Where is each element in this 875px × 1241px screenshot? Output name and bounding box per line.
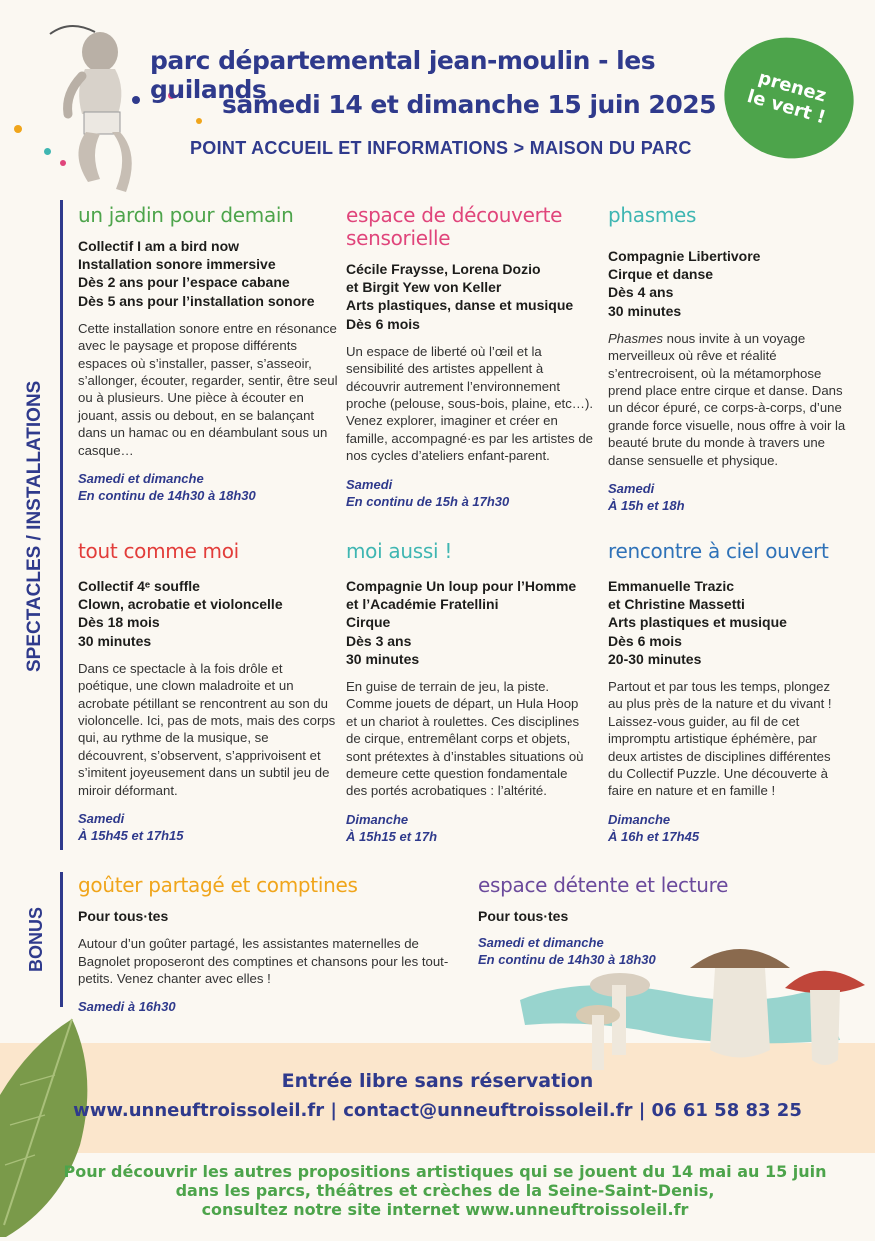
event-title: espace de découverte sensorielle (346, 203, 563, 250)
event-description: Partout et par tous les temps, plongez au plus près de la nature et du vivant ! Laissez-vous guider, au fil de cet impromptu artistique éphémère, par deux artistes de disciplines différentes du Collectif Puzzle. Une découverte à faire en nature et en famille ! (608, 678, 832, 799)
confetti-dot (60, 160, 66, 166)
meta-line: Dès 3 ans (346, 632, 412, 649)
show-name: Phasmes (608, 330, 663, 346)
meta-line: Clown, acrobatie et violoncelle (78, 596, 283, 613)
event-schedule (346, 812, 586, 846)
schedule-line: Samedi (346, 476, 393, 492)
meta-line: et Birgit Yew von Keller (346, 279, 502, 296)
bonus-label: BONUS (26, 906, 46, 972)
schedule-line: En continu de 14h30 à 18h30 (78, 488, 256, 504)
meta-line: Arts plastiques et musique (608, 614, 787, 631)
meta-line: Cirque (346, 614, 391, 631)
event-schedule (346, 477, 594, 511)
event-schedule (608, 481, 848, 515)
bonus-gouter-partage (78, 874, 463, 1016)
event-schedule (608, 812, 848, 846)
event-meta (78, 577, 336, 650)
meta-line: 30 minutes (78, 632, 152, 649)
event-schedule (78, 811, 336, 845)
meta-line: Pour tous·tes (78, 908, 169, 924)
event-title: moi aussi ! (346, 539, 453, 563)
meta-line: Dès 5 ans pour l’installation sonore (78, 292, 315, 309)
schedule-line: Dimanche (608, 811, 671, 827)
bonus-schedule (78, 999, 463, 1016)
event-meta (346, 260, 594, 333)
meta-line: 30 minutes (346, 650, 420, 667)
description-text: nous invite à un voyage merveilleux où rêve et réalité s’entrecroisent, où la métamorphose prend place entre cirque et danse. Dans un décor épuré, ce corps-à-corps, d’une grande force visuelle, nous offre à voir la beauté brute du monde à travers une danse sensuelle et physique. (608, 330, 846, 468)
event-meta (608, 577, 848, 668)
meta-line: Cécile Fraysse, Lorena Dozio (346, 261, 541, 277)
confetti-dot (132, 96, 140, 104)
confetti-dot (44, 148, 51, 155)
event-un-jardin-pour-demain (78, 204, 338, 505)
schedule-line: En continu de 14h30 à 18h30 (478, 952, 656, 968)
spectacles-label: SPECTACLES / INSTALLATIONS (24, 380, 45, 672)
event-rencontre-a-ciel-ouvert (608, 540, 848, 846)
event-phasmes (608, 204, 848, 515)
footer-entry: Entrée libre sans réservation (281, 1070, 594, 1092)
confetti-dot (14, 125, 22, 133)
schedule-line: À 15h45 et 17h15 (78, 828, 184, 844)
event-title: un jardin pour demain (78, 203, 294, 227)
header-venue: parc départemental jean-moulin - les guilands (150, 46, 656, 104)
meta-line: Arts plastiques, danse et musique (346, 297, 574, 314)
schedule-line: Samedi (78, 811, 125, 827)
footer-more-line: dans les parcs, théâtres et crèches de la Seine-Saint-Denis, (175, 1181, 715, 1201)
footer-more-line: Pour découvrir les autres propositions artistiques qui se jouent du 14 mai au 15 juin (63, 1162, 827, 1181)
event-description (608, 330, 848, 469)
footer-contact[interactable]: www.unneuftroissoleil.fr | contact@unneuftroissoleil.fr | 06 61 58 83 25 (73, 1100, 802, 1121)
schedule-line: À 16h et 17h45 (608, 828, 700, 844)
footer-more-line[interactable]: consultez notre site internet www.unneuftroissoleil.fr (201, 1200, 689, 1220)
header-dates: samedi 14 et dimanche 15 juin 2025 (222, 90, 716, 119)
event-description: Dans ce spectacle à la fois drôle et poétique, une clown maladroite et un acrobate pétillant se rencontrent au son du violoncelle. Ici, pas de mots, mais des corps qui, au rythme de la musique, se découvrent, s’observent, s’apprivoisent et s’imitent joyeusement dans un subtil jeu de miroir déformant. (78, 660, 336, 798)
schedule-line: À 15h et 18h (608, 498, 685, 514)
schedule-line: Samedi et dimanche (78, 471, 204, 487)
meta-line: Compagnie Libertivore (608, 248, 761, 264)
meta-line: Emmanuelle Trazic (608, 578, 735, 594)
bonus-title: espace détente et lecture (478, 873, 729, 897)
schedule-line: Samedi à 16h30 (78, 999, 176, 1015)
header-info: POINT ACCUEIL ET INFORMATIONS > MAISON DU PARC (190, 138, 692, 158)
schedule-line: À 15h15 et 17h (346, 828, 438, 844)
meta-line: Dès 18 mois (78, 614, 160, 631)
mushrooms-illustration (520, 930, 870, 1090)
schedule-line: Samedi et dimanche (478, 935, 604, 951)
event-tout-comme-moi (78, 540, 336, 845)
meta-line: Collectif I am a bird now (78, 238, 240, 254)
meta-line: Cirque et danse (608, 266, 714, 283)
event-meta (78, 237, 338, 310)
meta-line: et Christine Massetti (608, 596, 745, 613)
event-espace-de-decouverte-sensorielle (346, 204, 594, 510)
event-schedule (78, 471, 338, 505)
badge-text: prenez le vert ! (744, 67, 829, 129)
event-meta (608, 247, 848, 320)
bonus-title: goûter partagé et comptines (78, 873, 358, 897)
bonus-meta (78, 907, 463, 925)
footer-more-info (60, 1162, 830, 1220)
schedule-line: Dimanche (346, 811, 409, 827)
spectacles-bar (60, 200, 63, 850)
meta-line: Dès 2 ans pour l’espace cabane (78, 274, 290, 291)
event-description: Un espace de liberté où l’œil et la sensibilité des artistes appellent à découvrir autrement l’environnement proche (pelouse, sous-bois, plaine, etc…). Venez explorer, imaginer et créer en famille, accompagné·es par les artistes de nos cycles d’ateliers enfant-parent. (346, 343, 594, 464)
bonus-bar (60, 872, 63, 1007)
meta-line: 20-30 minutes (608, 650, 702, 667)
meta-line: Compagnie Un loup pour l’Homme (346, 578, 577, 594)
meta-line: 30 minutes (608, 302, 682, 319)
bonus-description: Autour d’un goûter partagé, les assistantes maternelles de Bagnolet proposeront des comptines et chansons pour les tout-petits. Venez chanter avec elles ! (78, 936, 449, 987)
child-illustration (30, 14, 150, 204)
confetti-dot (196, 118, 202, 124)
event-moi-aussi (346, 540, 586, 846)
prenez-le-vert-badge (710, 22, 868, 173)
meta-line: et l’Académie Fratellini (346, 596, 499, 613)
meta-line: Dès 6 mois (608, 632, 682, 649)
meta-line: Dès 4 ans (608, 284, 674, 301)
event-description: En guise de terrain de jeu, la piste. Comme jouets de départ, un Hula Hoop et un chariot à roulettes. Ces disciplines de cirque, entremêlant corps et objets, sont prétextes à d’instables situations où demeure cette question fondamentale des portés acrobatiques : l’altérité. (346, 678, 584, 799)
bonus-meta (478, 907, 778, 925)
schedule-line: Samedi (608, 481, 655, 497)
event-title: phasmes (608, 203, 697, 227)
meta-line: Pour tous·tes (478, 908, 569, 924)
meta-line: Installation sonore immersive (78, 256, 276, 273)
event-meta (346, 577, 586, 668)
meta-line: Dès 6 mois (346, 315, 420, 332)
meta-line: Collectif 4ᵉ souffle (78, 578, 200, 594)
event-description: Cette installation sonore entre en résonance avec le paysage et propose différents espaces où s’installer, passer, s’asseoir, s’allonger, écouter, regarder, sentir, être seul ou à plusieurs. Une pièce à écouter en jouant, assis ou debout, en se balançant dans un hamac ou en déambulant sous un casque… (78, 320, 338, 458)
schedule-line: En continu de 15h à 17h30 (346, 493, 510, 509)
event-title: rencontre à ciel ouvert (608, 539, 829, 563)
event-title: tout comme moi (78, 539, 239, 563)
